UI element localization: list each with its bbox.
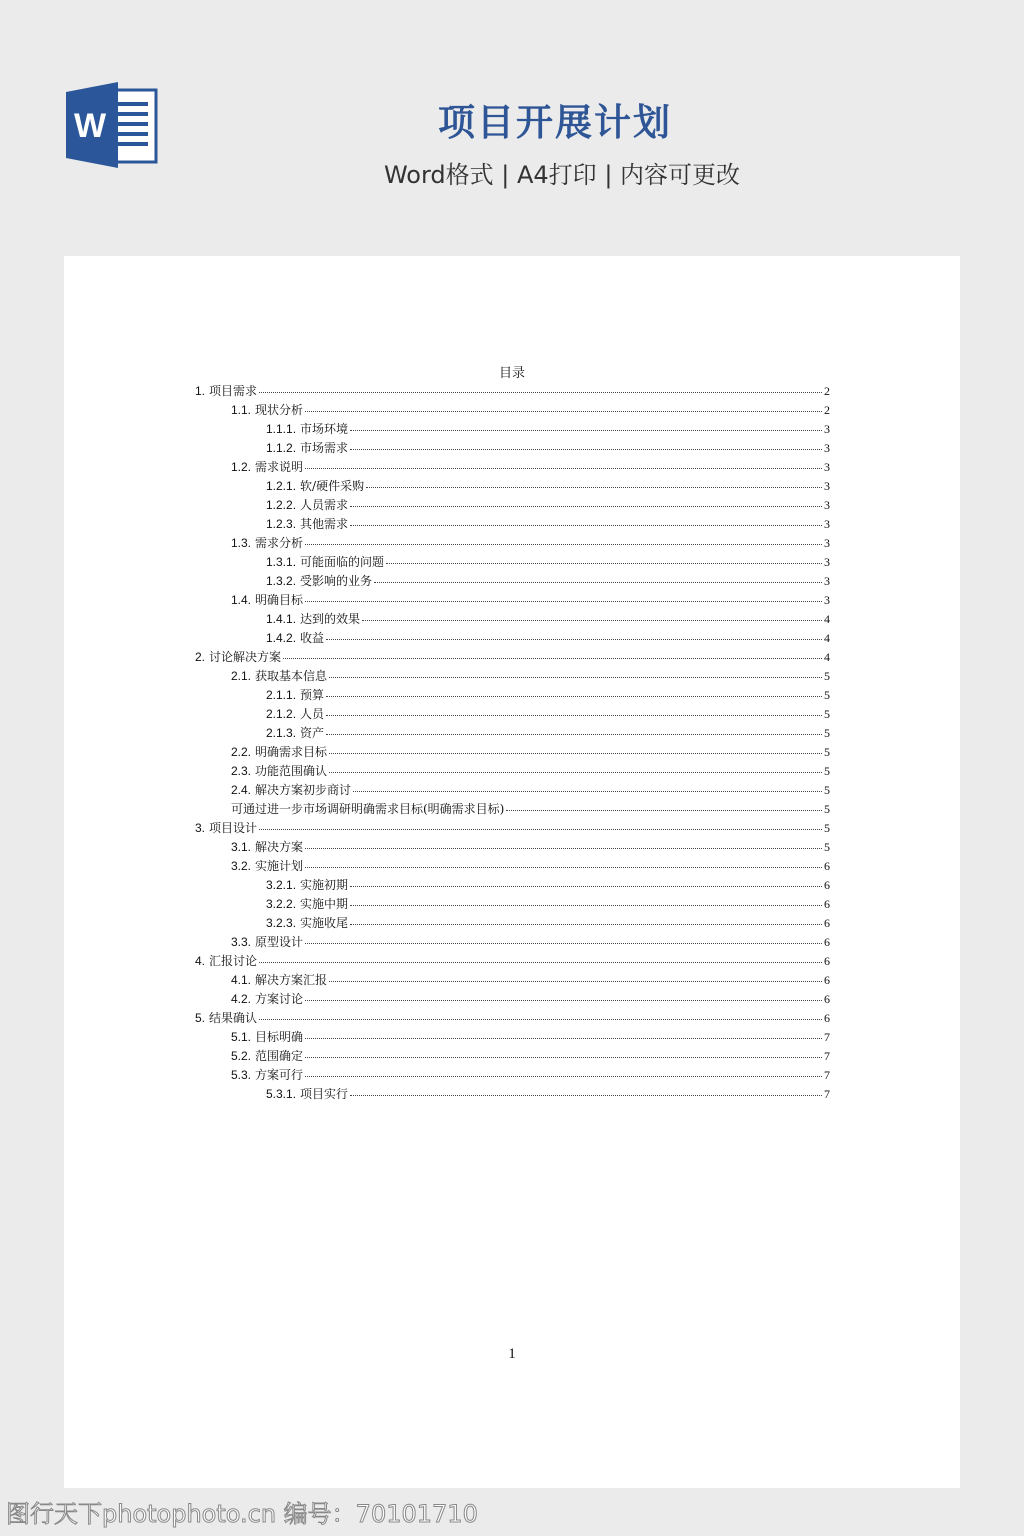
toc-leader-dots [283,646,822,659]
toc-leader-dots [329,760,822,773]
toc-leader-dots [305,456,822,469]
toc-entry-number: 1.3. [231,536,252,550]
toc-leader-dots [305,855,822,868]
toc-entry-page: 4 [824,612,830,626]
toc-leader-dots [353,779,822,792]
toc-entry-title: 实施初期 [300,878,349,892]
toc-entry-title: 需求说明 [255,460,304,474]
toc-entry-page: 5 [824,745,830,759]
toc-entry-page: 4 [824,631,830,645]
toc-entry-page: 5 [824,726,830,740]
toc-entry-page: 6 [824,954,830,968]
toc-entry-number: 3.1. [231,840,252,854]
toc-entry-number: 2.4. [231,783,252,797]
toc-leader-dots [305,399,822,412]
toc-entry-page: 6 [824,897,830,911]
toc-leader-dots [350,874,822,887]
toc-entry-page: 7 [824,1087,830,1101]
toc-entry-title: 范围确定 [255,1049,304,1063]
toc-entry-page: 5 [824,707,830,721]
toc-entry-number: 1.2.3. [266,517,297,531]
toc-leader-dots [326,684,822,697]
toc-entry-number: 2.3. [231,764,252,778]
toc-entry-title: 现状分析 [255,403,304,417]
toc-entry-page: 2 [824,384,830,398]
toc-entry-page: 3 [824,555,830,569]
toc-entry-number: 1.4.2. [266,631,297,645]
toc-leader-dots [326,703,822,716]
toc-entry-page: 3 [824,441,830,455]
toc-entry-title: 项目需求 [209,384,258,398]
toc-entry-page: 3 [824,517,830,531]
toc-leader-dots [350,1083,822,1096]
toc-leader-dots [350,513,822,526]
toc-entry-number: 1.2. [231,460,252,474]
toc-entry-title: 汇报讨论 [209,954,258,968]
toc-entry-title: 市场环境 [300,422,349,436]
toc-entry-number: 1.3.2. [266,574,297,588]
toc-entry-number: 3.2. [231,859,252,873]
toc-leader-dots [305,931,822,944]
toc-leader-dots [329,665,822,678]
toc-entry-page: 2 [824,403,830,417]
toc-entry-title: 项目设计 [209,821,258,835]
toc-entry-title: 明确需求目标 [255,745,328,759]
toc-entry-page: 7 [824,1030,830,1044]
toc-entry-number: 2.1.1. [266,688,297,702]
toc-entry-title: 软/硬件采购 [300,479,365,493]
document-page [64,256,960,1488]
toc-entry-page: 6 [824,916,830,930]
toc-entry-page: 5 [824,802,830,816]
toc-leader-dots [350,494,822,507]
toc-entry-number: 5.1. [231,1030,252,1044]
toc-entry-page: 3 [824,498,830,512]
toc-entry-page: 3 [824,460,830,474]
toc-leader-dots [259,380,822,393]
toc-entry-title: 人员 [300,707,325,721]
toc-entry-title: 讨论解决方案 [209,650,282,664]
toc-entry[interactable] [195,1085,830,1104]
watermark-text: 图行天下photophoto.cn 编号：70101710 [6,1500,478,1528]
toc-leader-dots [305,1026,822,1039]
toc-leader-dots [326,627,822,640]
toc-entry-page: 5 [824,783,830,797]
toc-leader-dots [506,798,822,811]
toc-entry-number: 5.2. [231,1049,252,1063]
toc-entry-number: 3. [195,821,206,835]
toc-entry-page: 5 [824,840,830,854]
toc-leader-dots [374,570,822,583]
toc-entry-title: 功能范围确认 [255,764,328,778]
page-subtitle: Word格式 | A4打印 | 内容可更改 [383,161,741,189]
toc-entry-number: 4. [195,954,206,968]
toc-entry-title: 需求分析 [255,536,304,550]
toc-leader-dots [305,1064,822,1077]
word-logo-letter: W [73,107,107,145]
toc-entry-number: 5.3. [231,1068,252,1082]
toc-entry-title: 获取基本信息 [255,669,328,683]
toc-entry-title: 可能面临的问题 [300,555,385,569]
toc-entry-page: 6 [824,973,830,987]
toc-entry-number: 1.1. [231,403,252,417]
toc-entry-title: 项目实行 [300,1087,349,1101]
toc-entry-title: 市场需求 [300,441,349,455]
toc-entry-number: 1.1.1. [266,422,297,436]
toc-entry-title: 明确目标 [255,593,304,607]
toc-entry-number: 1.1.2. [266,441,297,455]
toc-leader-dots [362,608,822,621]
page-number: 1 [508,1346,516,1362]
toc-entry-number: 3.2.2. [266,897,297,911]
toc-entry-number: 2.1. [231,669,252,683]
toc-entry-number: 1.2.1. [266,479,297,493]
toc-entry-page: 5 [824,669,830,683]
toc-entry-page: 3 [824,479,830,493]
toc-entry-page: 5 [824,688,830,702]
toc-entry-number: 2. [195,650,206,664]
toc-entry-title: 方案可行 [255,1068,304,1082]
toc-entry-page: 7 [824,1068,830,1082]
toc-leader-dots [259,950,822,963]
toc-entry-title: 解决方案初步商讨 [255,783,352,797]
toc-entry-number: 1.4. [231,593,252,607]
toc-entry-page: 4 [824,650,830,664]
toc-entry-page: 3 [824,422,830,436]
toc-entry-page: 5 [824,821,830,835]
toc-entry-page: 6 [824,859,830,873]
toc-entry-page: 6 [824,1011,830,1025]
toc-entry-number: 2.1.2. [266,707,297,721]
toc-entry-number: 3.3. [231,935,252,949]
toc-leader-dots [329,969,822,982]
toc-entry-page: 6 [824,878,830,892]
toc-entry-page: 3 [824,593,830,607]
toc-entry-title: 达到的效果 [300,612,361,626]
toc-entry-page: 6 [824,935,830,949]
toc-leader-dots [386,551,822,564]
toc-entry-page: 6 [824,992,830,1006]
toc-leader-dots [259,817,822,830]
table-of-contents [195,382,830,1104]
toc-entry-title: 受影响的业务 [300,574,373,588]
toc-entry-number: 4.2. [231,992,252,1006]
toc-entry-title: 目标明确 [255,1030,304,1044]
toc-entry-title: 收益 [300,631,325,645]
toc-entry-number: 4.1. [231,973,252,987]
toc-entry-page: 5 [824,764,830,778]
toc-leader-dots [305,836,822,849]
toc-leader-dots [350,437,822,450]
toc-entry-title: 结果确认 [209,1011,258,1025]
toc-leader-dots [366,475,822,488]
toc-entry-title: 实施收尾 [300,916,349,930]
toc-entry-page: 3 [824,536,830,550]
toc-entry-number: 5. [195,1011,206,1025]
toc-entry-title: 原型设计 [255,935,304,949]
toc-entry-title: 可通过进一步市场调研明确需求目标(明确需求目标) [231,802,505,816]
toc-leader-dots [329,741,822,754]
toc-leader-dots [326,722,822,735]
toc-leader-dots [305,988,822,1001]
toc-entry-title: 预算 [300,688,325,702]
toc-entry-number: 5.3.1. [266,1087,297,1101]
toc-leader-dots [350,418,822,431]
toc-entry-number: 2.2. [231,745,252,759]
toc-entry-number: 1. [195,384,206,398]
toc-entry-page: 3 [824,574,830,588]
toc-entry-number: 2.1.3. [266,726,297,740]
toc-entry-title: 实施中期 [300,897,349,911]
toc-leader-dots [350,893,822,906]
toc-entry-number: 1.4.1. [266,612,297,626]
toc-entry-number: 3.2.3. [266,916,297,930]
toc-entry-title: 其他需求 [300,517,349,531]
toc-entry-title: 解决方案汇报 [255,973,328,987]
toc-heading: 目录 [498,366,525,381]
toc-entry-number: 1.2.2. [266,498,297,512]
toc-entry-number: 3.2.1. [266,878,297,892]
toc-entry-title: 实施计划 [255,859,304,873]
toc-entry-title: 人员需求 [300,498,349,512]
toc-leader-dots [305,1045,822,1058]
toc-entry-title: 方案讨论 [255,992,304,1006]
toc-leader-dots [305,589,822,602]
toc-entry-title: 解决方案 [255,840,304,854]
toc-entry-title: 资产 [300,726,325,740]
page-title: 项目开展计划 [438,101,672,144]
toc-entry-page: 7 [824,1049,830,1063]
toc-leader-dots [305,532,822,545]
watermark-bar [0,1488,1024,1536]
toc-entry-number: 1.3.1. [266,555,297,569]
toc-leader-dots [350,912,822,925]
toc-leader-dots [259,1007,822,1020]
